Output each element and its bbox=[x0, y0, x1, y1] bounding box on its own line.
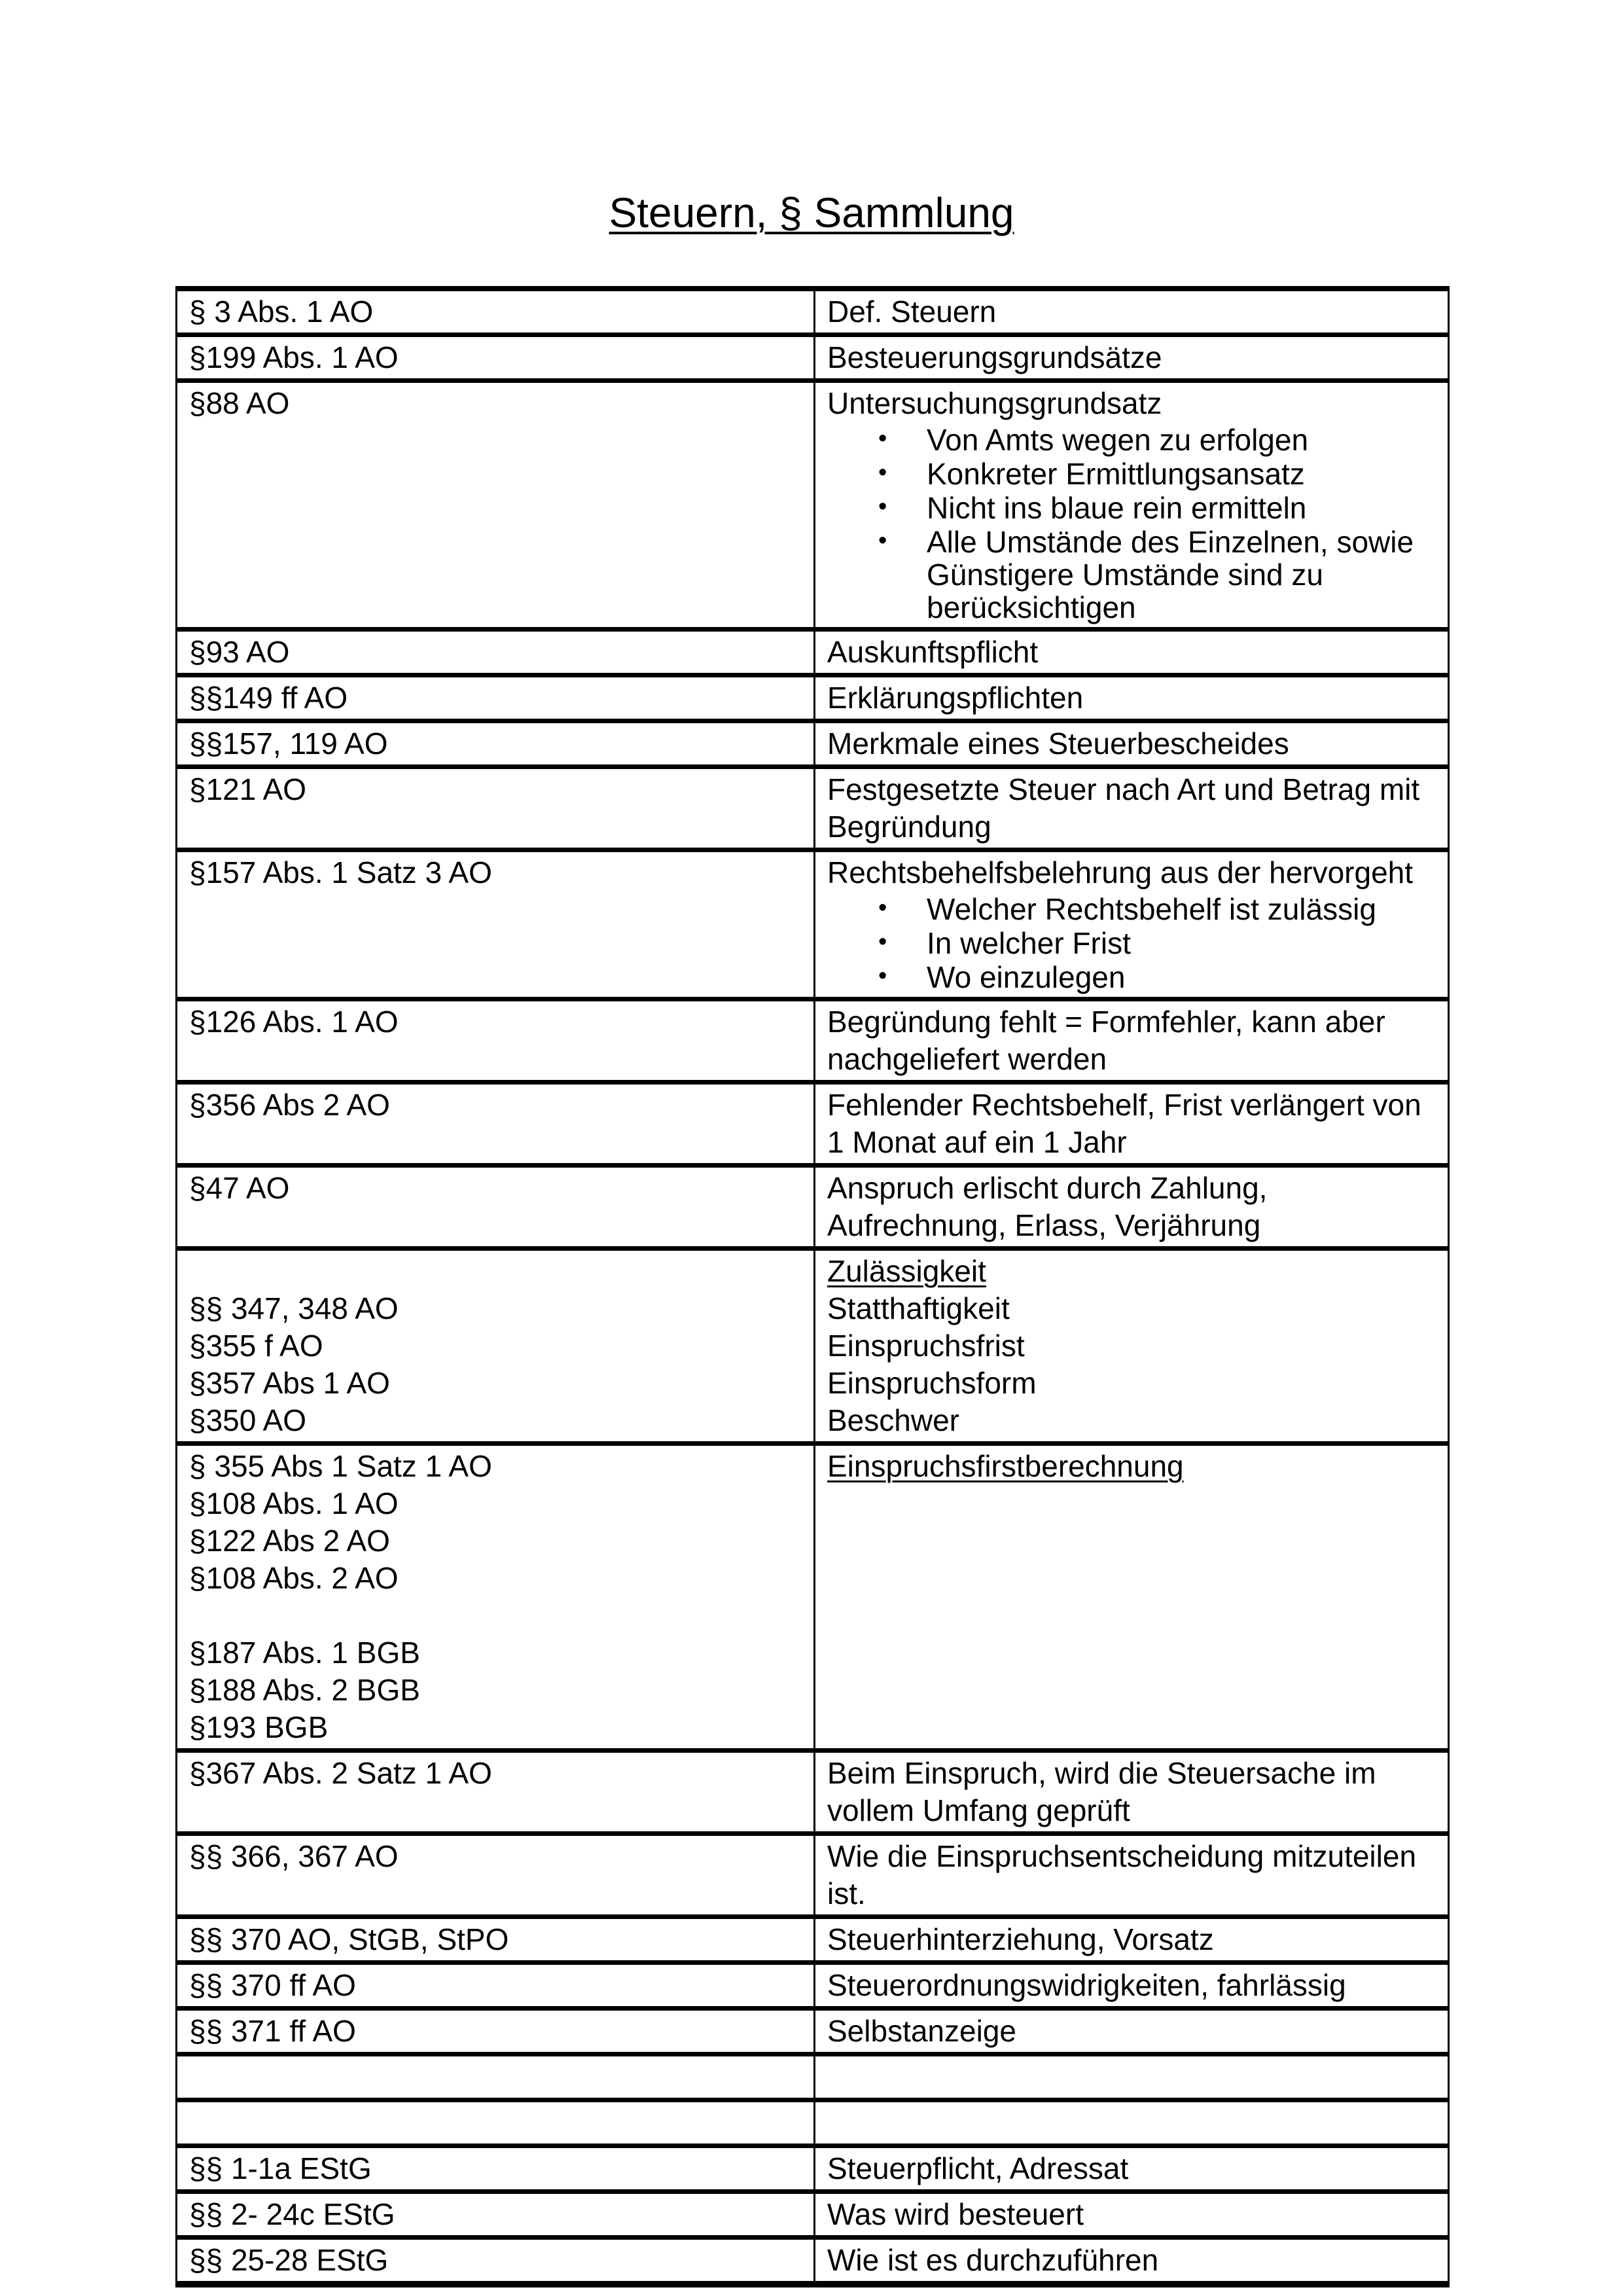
table-row bbox=[177, 1083, 1449, 1166]
ref-text: §§ 371 ff AO bbox=[189, 2014, 356, 2048]
bullet-icon: • bbox=[878, 493, 887, 520]
bullet-text: Welcher Rechtsbehelf ist zulässig bbox=[927, 892, 1376, 926]
ref-cell bbox=[177, 381, 815, 630]
ref-cell bbox=[177, 1083, 815, 1166]
description-text: Steuerpflicht, Adressat bbox=[827, 2151, 1129, 2185]
description-text: Steuerhinterziehung, Vorsatz bbox=[827, 1922, 1214, 1956]
ref-cell bbox=[177, 1917, 815, 1963]
description-cell bbox=[815, 850, 1449, 999]
description-cell bbox=[815, 1834, 1449, 1917]
bullet-icon: • bbox=[878, 962, 887, 990]
empty-line bbox=[189, 1253, 804, 1290]
table-row bbox=[177, 630, 1449, 675]
ref-cell bbox=[177, 1963, 815, 2009]
bullet-item bbox=[827, 961, 1438, 994]
description-text: Einspruchsfirstberechnung bbox=[827, 1449, 1184, 1483]
ref-text: §108 Abs. 1 AO bbox=[189, 1486, 399, 1520]
table-row bbox=[177, 381, 1449, 630]
table-row bbox=[177, 999, 1449, 1083]
ref-cell bbox=[177, 2192, 815, 2238]
ref-text: §367 Abs. 2 Satz 1 AO bbox=[189, 1756, 492, 1790]
description-text: Festgesetzte Steuer nach Art und Betrag mit Begründung bbox=[827, 772, 1420, 844]
description-cell bbox=[815, 1751, 1449, 1834]
description-text: Wie ist es durchzuführen bbox=[827, 2243, 1159, 2277]
description-text: Statthaftigkeit bbox=[827, 1291, 1010, 1325]
description-text: Besteuerungsgrundsätze bbox=[827, 340, 1162, 374]
description-text: Zulässigkeit bbox=[827, 1254, 986, 1288]
description-text: Wie die Einspruchsentscheidung mitzuteilen ist. bbox=[827, 1839, 1417, 1910]
ref-cell bbox=[177, 1751, 815, 1834]
ref-text: § 3 Abs. 1 AO bbox=[189, 295, 374, 329]
bullet-text: Nicht ins blaue rein ermitteln bbox=[927, 491, 1307, 525]
ref-text: §193 BGB bbox=[189, 1710, 329, 1744]
description-cell bbox=[815, 999, 1449, 1083]
description-text: Begründung fehlt = Formfehler, kann aber nachgeliefert werden bbox=[827, 1005, 1385, 1076]
bullet-icon: • bbox=[878, 894, 887, 922]
ref-cell bbox=[177, 1834, 815, 1917]
ref-text: §§157, 119 AO bbox=[189, 726, 388, 761]
description-text: Einspruchsfrist bbox=[827, 1329, 1025, 1363]
table-row bbox=[177, 1166, 1449, 1249]
table-row bbox=[177, 2009, 1449, 2054]
ref-cell bbox=[177, 999, 815, 1083]
ref-cell bbox=[177, 767, 815, 850]
bullet-text: Von Amts wegen zu erfolgen bbox=[927, 423, 1309, 457]
description-text: Untersuchungsgrundsatz bbox=[827, 386, 1162, 420]
description-text: Fehlender Rechtsbehelf, Frist verlängert von 1 Monat auf ein 1 Jahr bbox=[827, 1088, 1421, 1159]
ref-cell bbox=[177, 1444, 815, 1751]
description-text: Beschwer bbox=[827, 1403, 959, 1437]
table-row bbox=[177, 767, 1449, 850]
table-row bbox=[177, 289, 1449, 335]
ref-cell bbox=[177, 1166, 815, 1249]
table-row bbox=[177, 675, 1449, 721]
ref-text: §187 Abs. 1 BGB bbox=[189, 1636, 420, 1670]
bullet-item bbox=[827, 423, 1438, 456]
ref-text: §§ 370 AO, StGB, StPO bbox=[189, 1922, 509, 1956]
description-text: Auskunftspflicht bbox=[827, 635, 1039, 669]
ref-text: §47 AO bbox=[189, 1171, 290, 1205]
table-row bbox=[177, 2192, 1449, 2238]
description-cell bbox=[815, 721, 1449, 767]
ref-cell bbox=[177, 335, 815, 381]
table-row bbox=[177, 335, 1449, 381]
description-cell bbox=[815, 1249, 1449, 1444]
description-cell bbox=[815, 675, 1449, 721]
bullet-item bbox=[827, 927, 1438, 960]
bullet-text: Konkreter Ermittlungsansatz bbox=[927, 457, 1305, 491]
ref-text: §§ 2- 24c EStG bbox=[189, 2197, 395, 2231]
description-text: Was wird besteuert bbox=[827, 2197, 1084, 2231]
bullet-item bbox=[827, 893, 1438, 925]
ref-text: §§ 347, 348 AO bbox=[189, 1291, 399, 1325]
ref-cell bbox=[177, 2146, 815, 2192]
table-row bbox=[177, 1249, 1449, 1444]
ref-cell bbox=[177, 2238, 815, 2285]
description-cell bbox=[815, 767, 1449, 850]
page-title: Steuern, § Sammlung bbox=[609, 189, 1014, 236]
bullet-icon: • bbox=[878, 928, 887, 956]
ref-text: §157 Abs. 1 Satz 3 AO bbox=[189, 855, 492, 889]
law-table-body bbox=[177, 289, 1449, 2284]
ref-text: § 355 Abs 1 Satz 1 AO bbox=[189, 1449, 492, 1483]
ref-text: §§ 25-28 EStG bbox=[189, 2243, 389, 2277]
ref-text: §§ 1-1a EStG bbox=[189, 2151, 372, 2185]
description-cell bbox=[815, 630, 1449, 675]
table-row bbox=[177, 2100, 1449, 2146]
ref-text: §108 Abs. 2 AO bbox=[189, 1561, 399, 1595]
description-cell bbox=[815, 381, 1449, 630]
bullet-icon: • bbox=[878, 459, 887, 486]
ref-text: §121 AO bbox=[189, 772, 307, 806]
description-text: Rechtsbehelfsbelehrung aus der hervorgeht bbox=[827, 855, 1414, 889]
table-row bbox=[177, 1834, 1449, 1917]
empty-line bbox=[827, 2104, 1438, 2142]
description-cell bbox=[815, 2054, 1449, 2100]
ref-text: §350 AO bbox=[189, 1403, 307, 1437]
description-cell bbox=[815, 2100, 1449, 2146]
table-row bbox=[177, 721, 1449, 767]
description-text: Def. Steuern bbox=[827, 295, 997, 329]
description-cell bbox=[815, 1166, 1449, 1249]
ref-cell bbox=[177, 1249, 815, 1444]
bullet-icon: • bbox=[878, 527, 887, 554]
ref-text: §199 Abs. 1 AO bbox=[189, 340, 399, 374]
table-row bbox=[177, 1751, 1449, 1834]
ref-cell bbox=[177, 630, 815, 675]
ref-text: §122 Abs 2 AO bbox=[189, 1524, 390, 1558]
description-cell bbox=[815, 289, 1449, 335]
ref-text: §§ 370 ff AO bbox=[189, 1968, 356, 2002]
description-text: Beim Einspruch, wird die Steuersache im vollem Umfang geprüft bbox=[827, 1756, 1376, 1827]
table-row bbox=[177, 850, 1449, 999]
bullet-item bbox=[827, 492, 1438, 524]
description-cell bbox=[815, 2238, 1449, 2285]
description-text: Erklärungspflichten bbox=[827, 681, 1084, 715]
description-cell bbox=[815, 2009, 1449, 2054]
description-text: Selbstanzeige bbox=[827, 2014, 1016, 2048]
description-cell bbox=[815, 1963, 1449, 2009]
bullet-text: Alle Umstände des Einzelnen, sowie Günstigere Umstände sind zu berücksichtigen bbox=[927, 525, 1414, 624]
ref-text: §§149 ff AO bbox=[189, 681, 348, 715]
ref-text: §88 AO bbox=[189, 386, 290, 420]
description-cell bbox=[815, 1444, 1449, 1751]
table-row bbox=[177, 2238, 1449, 2285]
table-row bbox=[177, 2054, 1449, 2100]
ref-text: §93 AO bbox=[189, 635, 290, 669]
law-reference-table bbox=[175, 286, 1450, 2287]
ref-cell bbox=[177, 850, 815, 999]
ref-cell bbox=[177, 2054, 815, 2100]
ref-text: §188 Abs. 2 BGB bbox=[189, 1673, 420, 1707]
description-cell bbox=[815, 2146, 1449, 2192]
empty-line bbox=[827, 2058, 1438, 2096]
ref-text: §§ 366, 367 AO bbox=[189, 1839, 399, 1873]
ref-cell bbox=[177, 289, 815, 335]
description-text: Merkmale eines Steuerbescheides bbox=[827, 726, 1289, 761]
table-row bbox=[177, 1917, 1449, 1963]
description-text: Steuerordnungswidrigkeiten, fahrlässig bbox=[827, 1968, 1346, 2002]
ref-text: §355 f AO bbox=[189, 1329, 323, 1363]
bullet-item bbox=[827, 457, 1438, 490]
table-row bbox=[177, 1444, 1449, 1751]
bullet-icon: • bbox=[878, 425, 887, 452]
table-row bbox=[177, 1963, 1449, 2009]
empty-line bbox=[189, 1597, 804, 1634]
empty-line bbox=[189, 2104, 804, 2142]
description-cell bbox=[815, 335, 1449, 381]
empty-line bbox=[189, 2058, 804, 2096]
ref-cell bbox=[177, 675, 815, 721]
ref-cell bbox=[177, 2100, 815, 2146]
ref-text: §357 Abs 1 AO bbox=[189, 1366, 390, 1400]
bullet-text: Wo einzulegen bbox=[927, 960, 1126, 994]
description-text: Anspruch erlischt durch Zahlung, Aufrechnung, Erlass, Verjährung bbox=[827, 1171, 1268, 1242]
ref-cell bbox=[177, 2009, 815, 2054]
description-text: Einspruchsform bbox=[827, 1366, 1037, 1400]
table-row bbox=[177, 2146, 1449, 2192]
ref-text: §126 Abs. 1 AO bbox=[189, 1005, 399, 1039]
description-cell bbox=[815, 1917, 1449, 1963]
description-cell bbox=[815, 2192, 1449, 2238]
description-cell bbox=[815, 1083, 1449, 1166]
bullet-text: In welcher Frist bbox=[927, 926, 1131, 960]
ref-cell bbox=[177, 721, 815, 767]
ref-text: §356 Abs 2 AO bbox=[189, 1088, 390, 1122]
bullet-item bbox=[827, 526, 1438, 624]
